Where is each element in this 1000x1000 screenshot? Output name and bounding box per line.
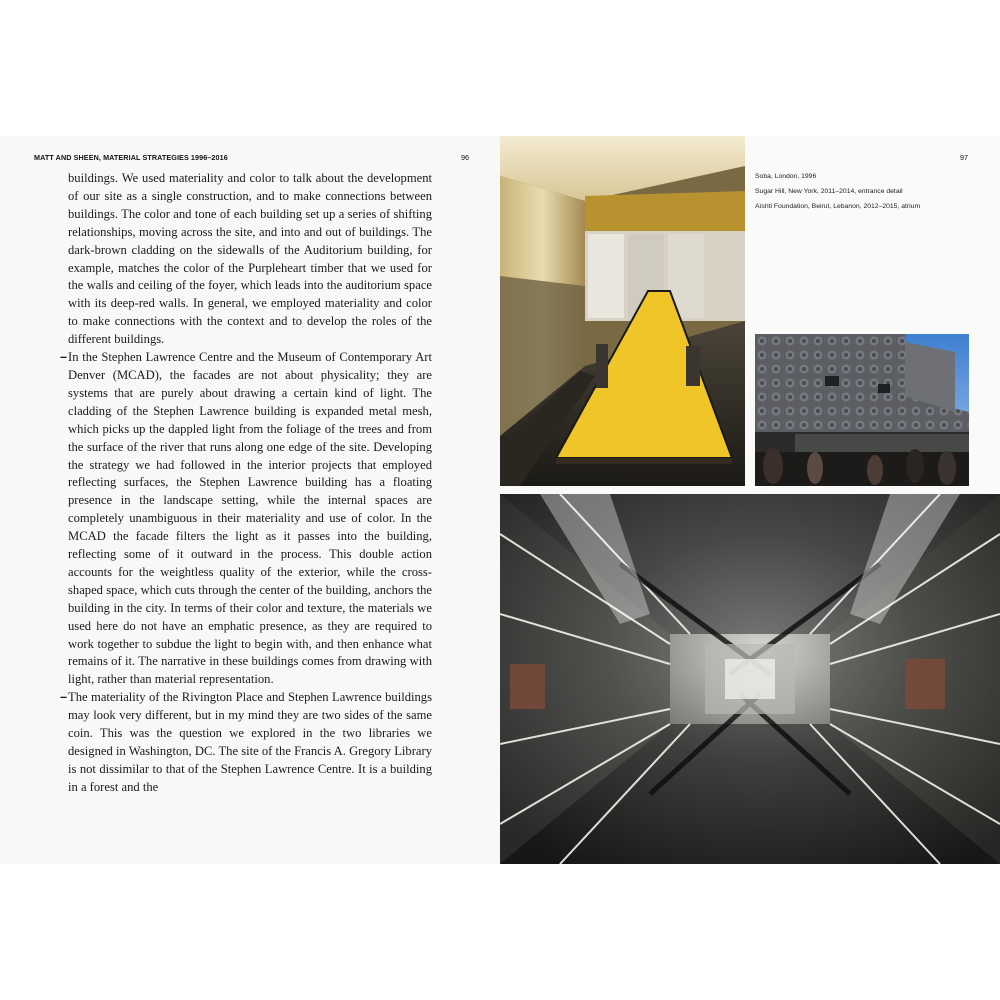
running-head: MATT AND SHEEN, MATERIAL STRATEGIES 1996–2016 [34, 153, 228, 162]
photo-soba-interior [500, 136, 745, 486]
caption-sugar-hill: Sugar Hill, New York, 2011–2014, entrance detail [755, 188, 903, 195]
photo-captions [755, 169, 920, 214]
body-text [68, 170, 432, 797]
book-spread [0, 136, 1000, 864]
page-number-right: 97 [960, 153, 968, 162]
left-page [0, 136, 500, 864]
photo-aishti-atrium [500, 494, 1000, 864]
paragraph: buildings. We used materiality and color to talk about the development of our site as a single construction, and to make connections between buildings. The color and tone of each building set up a series of shifting relationships, moving across the site, and into and out of buildings. The dark-brown cladding on the sidewalls of the Auditorium building, for example, matches the color of the Purpleheart timber that we used for the walls and ceiling of the foyer, which leads into the auditorium space with its deep-red walls. In general, we employed materiality and color to make connections with the context and to develop the roles of the different buildings. [68, 171, 432, 347]
paragraph: – In the Stephen Lawrence Centre and the Museum of Contemporary Art Denver (MCAD), the facades are not about physicality; they are systems that are purely about drawing a certain kind of light. The cladding of the Stephen Lawrence building is expanded metal mesh, which picks up the dappled light from the foliage of the trees and from the surface of the river that runs along one edge of the site. Developing the strategy we had followed in the interior projects that employed reflecting surfaces, the Stephen Lawrence building has a floating presence in the landscape setting, while the internal spaces are completely unambiguous in their materiality and use of color. In the MCAD the facade filters the light as it passes into the building, reflecting some of it outward in the process. This double action accounts for the weightless quality of the exterior, while the cross-shaped space, which cuts through the center of the building, anchors the building in the city. In terms of their color and texture, the materials we used here do not have an emphatic presence, as they are required to work together to subdue the light to begin with, and then enhance what remains of it. The narrative in these buildings comes from drawing with light, rather than material representation. [68, 349, 432, 689]
paragraph: – The materiality of the Rivington Place and Stephen Lawrence buildings may look very different, but in my mind they are two sides of the same coin. This was the question we explored in the two libraries we designed in Washington, DC. The site of the Francis A. Gregory Library is not dissimilar to that of the Stephen Lawrence Centre. It is a building in a forest and the [68, 689, 432, 796]
page-number-left: 96 [461, 153, 469, 162]
photo-sugar-hill-facade [755, 334, 969, 486]
caption-aishti: Aïshti Foundation, Beirut, Lebanon, 2012–2015, atrium [755, 203, 921, 210]
caption-soba: Soba, London, 1996 [755, 173, 817, 180]
